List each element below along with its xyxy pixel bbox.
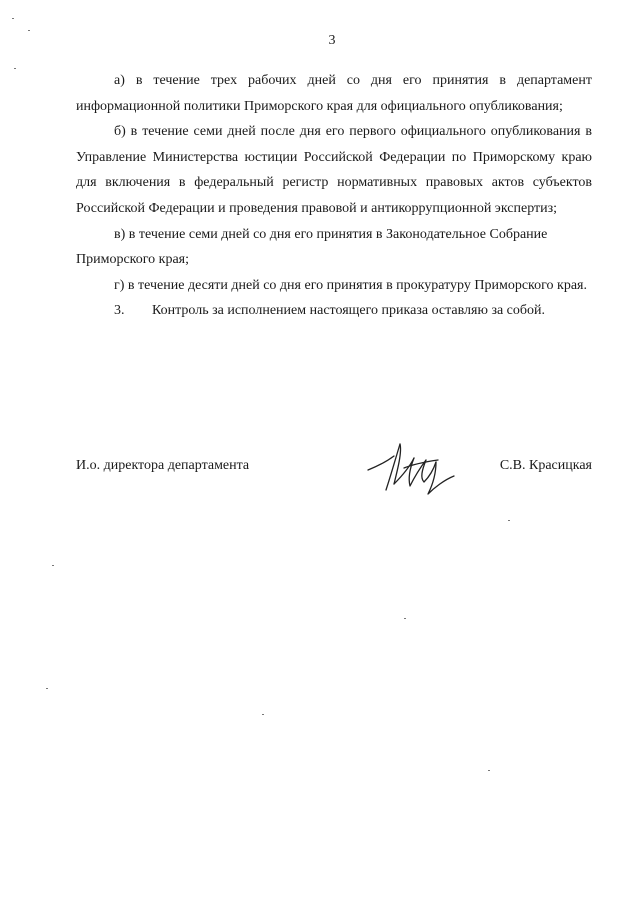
scan-speck (28, 30, 30, 31)
scan-speck (262, 714, 264, 715)
item-3-number: 3. (114, 303, 125, 319)
page-number: 3 (328, 33, 336, 48)
paragraph-g: г) в течение десяти дней со дня его принятия в прокуратуру Приморского края. (114, 277, 587, 293)
scan-speck (14, 68, 16, 69)
paragraph-a: а) в течение трех рабочих дней со дня его принятия в департамент информационной политики Приморского края для официального опубликования; (76, 73, 592, 114)
paragraph-b: б) в течение семи дней после дня его первого официального опубликования в Управление Министерства юстиции Российской Федерации по Приморскому краю для включения в федеральный регистр нормативных правовых актов субъектов Российской Федерации и проведения правовой и антикоррупционной экспертиз; (76, 124, 592, 216)
document-body (76, 68, 592, 324)
scan-speck (508, 520, 510, 521)
item-3 (76, 298, 592, 324)
handwritten-signature (364, 438, 474, 500)
item-3-text: Контроль за исполнением настоящего приказа оставляю за собой. (152, 303, 546, 319)
scan-speck (46, 688, 48, 689)
paragraph-v: в) в течение семи дней со дня его принятия в Законодательное Собрание Приморского края; (76, 226, 548, 268)
signer-title: И.о. директора департамента (76, 458, 250, 473)
scan-speck (12, 18, 14, 19)
scan-speck (52, 565, 54, 566)
signer-name: С.В. Красицкая (499, 458, 592, 473)
scan-speck (404, 618, 406, 619)
signature-block (76, 450, 592, 510)
scan-speck (488, 770, 490, 771)
